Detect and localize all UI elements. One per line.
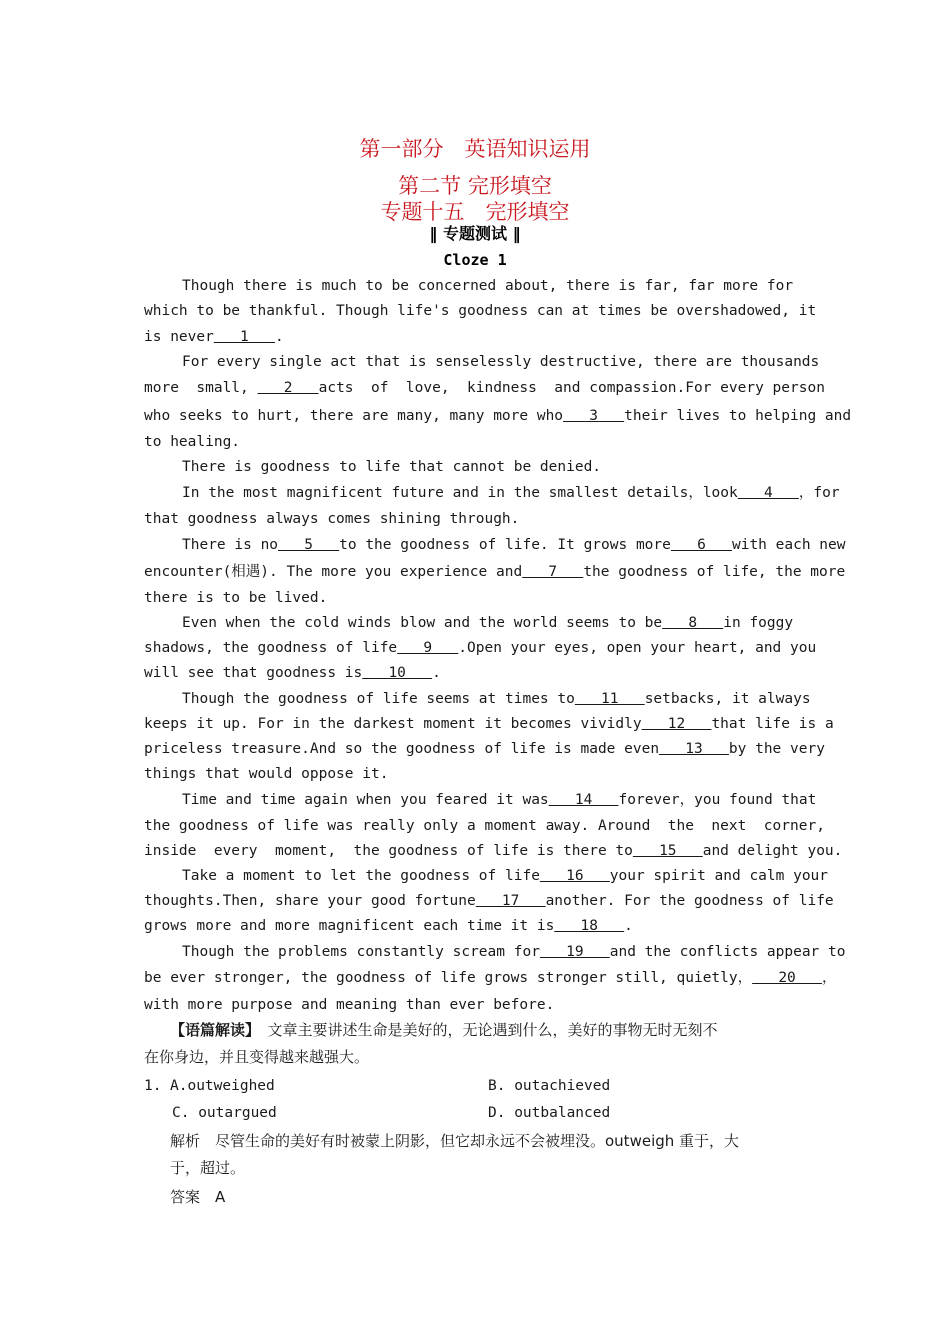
explanation-line: 解析 尽管生命的美好有时被蒙上阴影，但它却永远不会被埋没。outweigh 重于，大 xyxy=(170,1132,740,1150)
text-segment: . xyxy=(432,665,441,681)
text-segment: thoughts.Then, share your good fortune xyxy=(144,893,476,909)
test-label: ‖ 专题测试 ‖ xyxy=(429,224,521,243)
passage-line xyxy=(182,483,840,503)
topic-title: 专题十五 完形填空 xyxy=(380,200,570,224)
blank-11: 11 xyxy=(574,691,645,707)
blank-4: 4 xyxy=(737,485,799,501)
text-segment: .Open your eyes, open your heart, and you xyxy=(458,640,817,656)
text-segment: by the very xyxy=(728,741,825,757)
passage-line xyxy=(182,535,846,555)
answer-line: 答案 A xyxy=(170,1188,226,1206)
text-segment: Though the goodness of life seems at times to xyxy=(182,691,575,707)
text-segment: acts of love, kindness and compassion.For every person xyxy=(318,380,825,396)
blank-6: 6 xyxy=(670,537,732,553)
blank-13: 13 xyxy=(659,741,729,757)
passage-line: things that would oppose it. xyxy=(144,766,389,782)
text-segment: shadows, the goodness of life xyxy=(144,640,398,656)
text-segment: ， xyxy=(821,970,837,986)
text-segment: There is no xyxy=(182,537,279,553)
blank-1: 1 xyxy=(213,329,275,345)
passage-line: For every single act that is senselessly destructive, there are thousands xyxy=(182,354,820,370)
passage-line xyxy=(144,638,817,658)
text-segment: in foggy xyxy=(723,615,794,631)
passage-line xyxy=(144,714,834,734)
blank-18: 18 xyxy=(554,918,625,934)
passage-line xyxy=(144,406,852,426)
blank-7: 7 xyxy=(522,564,584,580)
text-segment: be ever stronger, the goodness of life grows stronger still, quietly， xyxy=(144,970,753,986)
passage-line xyxy=(144,916,806,936)
blank-2: 2 xyxy=(257,380,319,396)
option-d: D. outbalanced xyxy=(488,1105,611,1121)
blank-8: 8 xyxy=(662,615,724,631)
blank-20: 20 xyxy=(752,970,822,986)
blank-5: 5 xyxy=(278,537,340,553)
passage-line: which to be thankful. Though life's goodness can at times be overshadowed, it xyxy=(144,303,817,319)
passage-line: the goodness of life was really only a moment away. Around the next corner, xyxy=(144,818,825,834)
text-segment: with each new xyxy=(731,537,846,553)
text-segment: their lives to helping and xyxy=(624,408,852,424)
text-segment: encounter(相遇). The more you experience and xyxy=(144,564,523,580)
text-segment: forever，you found that xyxy=(618,792,817,808)
text-segment: who seeks to hurt, there are many, many more who xyxy=(144,408,564,424)
text-segment: inside every moment, the goodness of life is there to xyxy=(144,843,633,859)
passage-line: Though there is much to be concerned about, there is far, far more for xyxy=(182,278,794,294)
blank-12: 12 xyxy=(641,716,712,732)
blank-15: 15 xyxy=(632,843,703,859)
text-segment: . xyxy=(274,329,284,345)
blank-9: 9 xyxy=(397,640,459,656)
text-segment: that life is a xyxy=(711,716,834,732)
passage-line: to healing. xyxy=(144,434,241,450)
text-segment: will see that goodness is xyxy=(144,665,363,681)
question-number: 1. xyxy=(144,1078,162,1094)
text-segment: . xyxy=(624,918,633,934)
passage-line: there is to be lived. xyxy=(144,590,328,606)
passage-line xyxy=(144,841,843,861)
explanation-line: 于，超过。 xyxy=(170,1159,246,1177)
text-segment: Though the problems constantly scream for xyxy=(182,944,540,960)
passage-line: with more purpose and meaning than ever before. xyxy=(144,997,555,1013)
passage-line xyxy=(182,689,811,709)
passage-line xyxy=(144,327,806,347)
option-a: A.outweighed xyxy=(170,1078,275,1094)
text-segment: more small, xyxy=(144,380,258,396)
passage-line: that goodness always comes shining through. xyxy=(144,511,520,527)
text-segment: and delight you. xyxy=(702,843,843,859)
text-segment: and the conflicts appear to xyxy=(609,944,846,960)
cloze-label: Cloze 1 xyxy=(443,251,507,269)
passage-line xyxy=(144,968,837,988)
text-segment: keeps it up. For in the darkest moment it becomes vividly xyxy=(144,716,642,732)
text-segment: In the most magnificent future and in the smallest details，look xyxy=(182,485,738,501)
analysis-label: 【语篇解读】 xyxy=(170,1021,253,1039)
blank-14: 14 xyxy=(548,792,619,808)
blank-3: 3 xyxy=(563,408,625,424)
passage-line xyxy=(144,891,834,911)
blank-16: 16 xyxy=(539,868,610,884)
option-b: B. outachieved xyxy=(488,1078,611,1094)
text-segment: to the goodness of life. It grows more xyxy=(339,537,671,553)
text-segment: your spirit and calm your xyxy=(609,868,829,884)
passage-line: There is goodness to life that cannot be denied. xyxy=(182,459,602,475)
passage-line xyxy=(182,866,829,886)
passage-line xyxy=(144,739,825,759)
text-segment: grows more and more magnificent each time it is xyxy=(144,918,555,934)
analysis-line: 在你身边，并且变得越来越强大。 xyxy=(144,1048,370,1066)
passage-line xyxy=(144,378,825,398)
analysis-text: 文章主要讲述生命是美好的，无论遇到什么，美好的事物无时无刻不 xyxy=(252,1021,718,1039)
text-segment: is never xyxy=(144,329,214,345)
text-segment: another. For the goodness of life xyxy=(545,893,834,909)
passage-line xyxy=(182,942,846,962)
blank-10: 10 xyxy=(362,665,433,681)
text-segment: priceless treasure.And so the goodness of life is made even xyxy=(144,741,660,757)
text-segment: the goodness of life, the more xyxy=(583,564,846,580)
text-segment: Even when the cold winds blow and the world seems to be xyxy=(182,615,663,631)
text-segment: Take a moment to let the goodness of life xyxy=(182,868,540,884)
text-segment: Time and time again when you feared it was xyxy=(182,792,549,808)
part-title: 第一部分 英语知识运用 xyxy=(359,137,591,161)
blank-17: 17 xyxy=(475,893,546,909)
option-c: C. outargued xyxy=(172,1105,277,1121)
section-title: 第二节 完形填空 xyxy=(398,174,552,198)
blank-19: 19 xyxy=(539,944,610,960)
passage-line xyxy=(182,613,806,633)
passage-line xyxy=(182,790,817,810)
text-segment: ，for xyxy=(798,485,840,501)
passage-line xyxy=(144,663,806,683)
analysis-line xyxy=(170,1020,832,1040)
passage-line xyxy=(144,562,846,582)
text-segment: setbacks, it always xyxy=(644,691,811,707)
